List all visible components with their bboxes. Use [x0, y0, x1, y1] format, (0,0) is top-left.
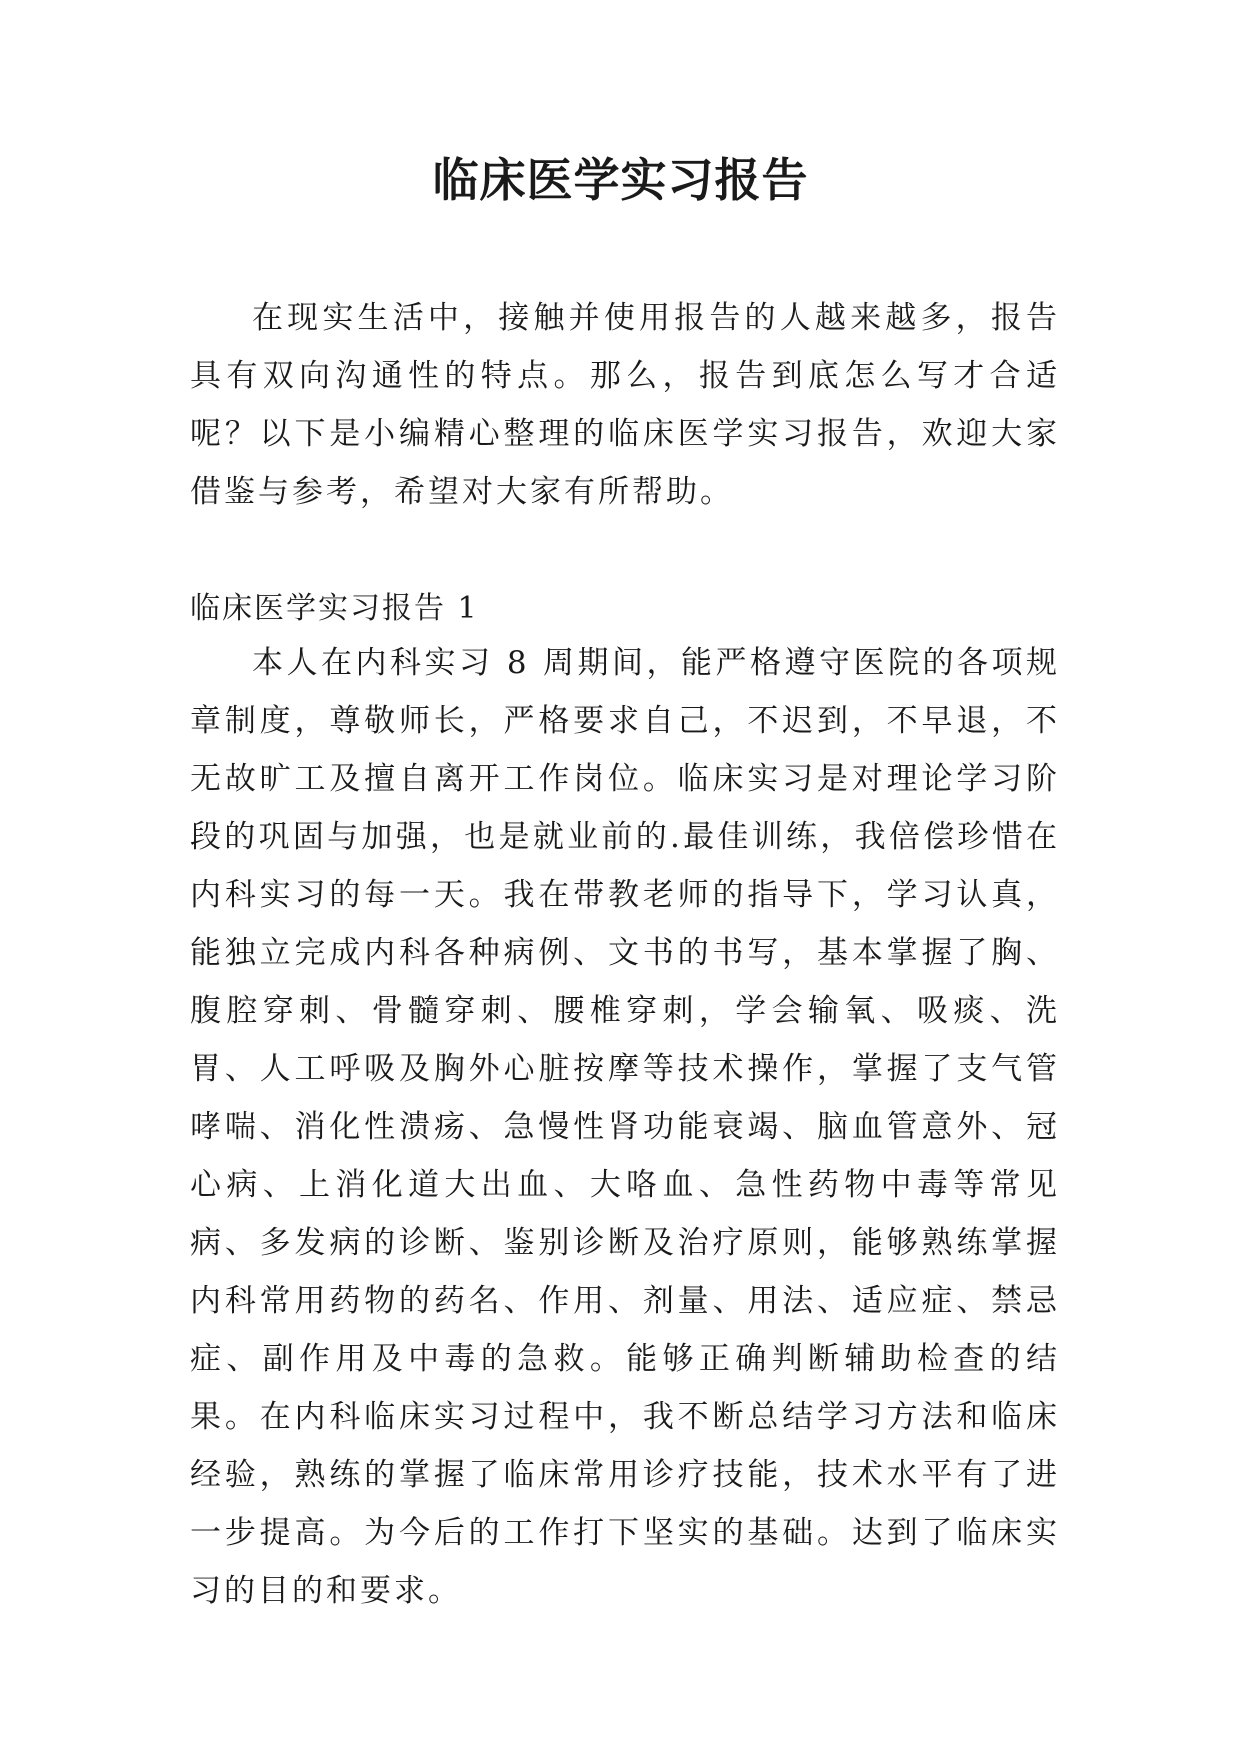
intro-paragraph: 在现实生活中，接触并使用报告的人越来越多，报告具有双向沟通性的特点。那么，报告到底怎么写才合适呢？以下是小编精心整理的临床医学实习报告，欢迎大家借鉴与参考，希望对大家有所帮助。 [190, 300, 1060, 510]
section-heading: 临床医学实习报告 1 [190, 591, 479, 626]
section-paragraph: 本人在内科实习 8 周期间，能严格遵守医院的各项规章制度，尊敬师长，严格要求自己，不迟到，不早退，不无故旷工及擅自离开工作岗位。临床实习是对理论学习阶段的巩固与加强，也是就业前的.最佳训练，我倍偿珍惜在内科实习的每一天。我在带教老师的指导下，学习认真，能独立完成内科各种病例、文书的书写，基本掌握了胸、腹腔穿刺、骨髓穿刺、腰椎穿刺，学会输氧、吸痰、洗胃、人工呼吸及胸外心脏按摩等技术操作，掌握了支气管哮喘、消化性溃疡、急慢性肾功能衰竭、脑血管意外、冠心病、上消化道大出血、大咯血、急性药物中毒等常见病、多发病的诊断、鉴别诊断及治疗原则，能够熟练掌握内科常用药物的药名、作用、剂量、用法、适应症、禁忌症、副作用及中毒的急救。能够正确判断辅助检查的结果。在内科临床实习过程中，我不断总结学习方法和临床经验，熟练的掌握了临床常用诊疗技能，技术水平有了进一步提高。为今后的工作打下坚实的基础。达到了临床实习的目的和要求。 [190, 645, 1060, 1609]
document-title: 临床医学实习报告 [432, 153, 809, 207]
